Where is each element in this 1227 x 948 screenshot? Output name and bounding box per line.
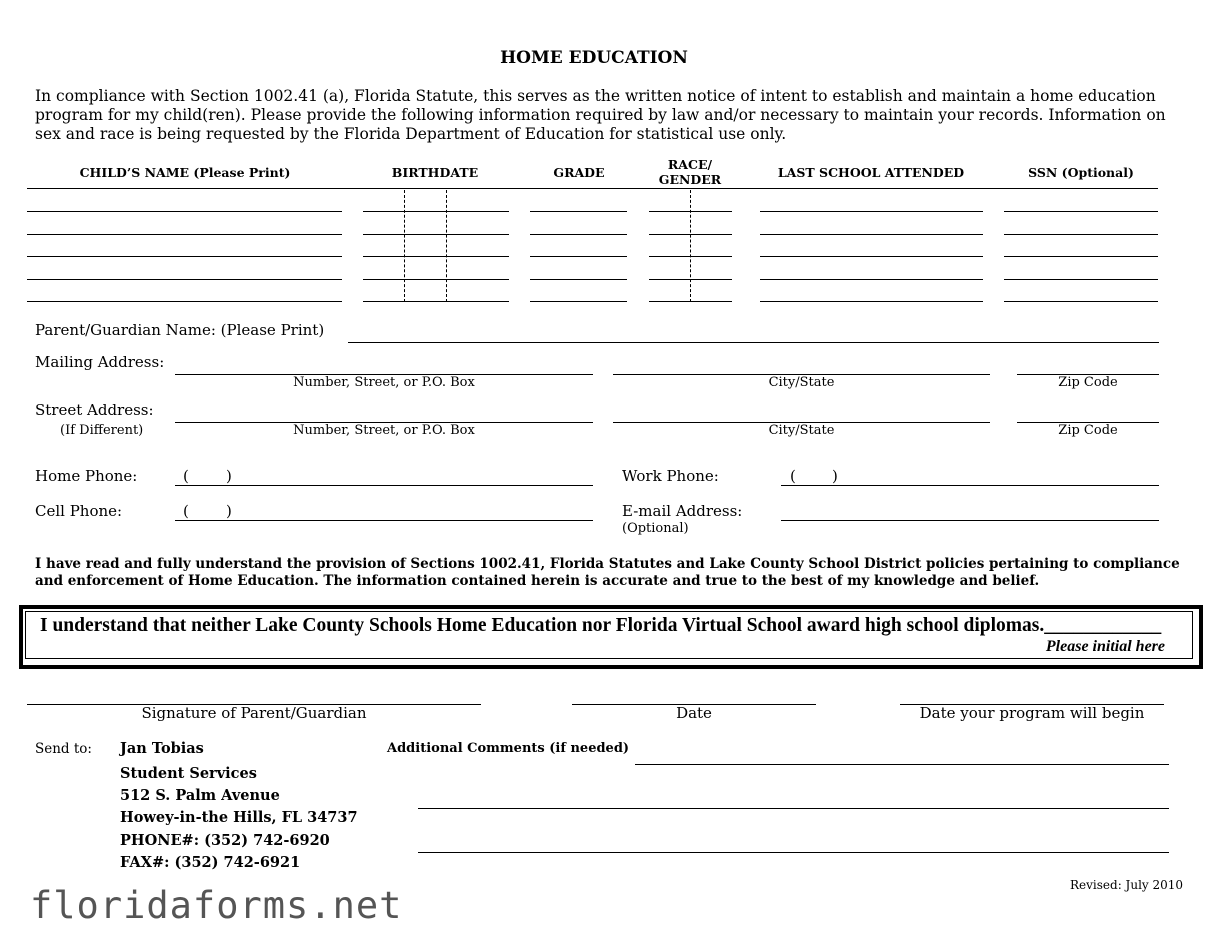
col-last-school: LAST SCHOOL ATTENDED [777, 165, 965, 180]
row-4-child-name-field[interactable] [27, 279, 342, 280]
row-1-birthdate-field[interactable] [363, 211, 509, 212]
email-field[interactable] [781, 520, 1159, 521]
home-phone-paren-open: ( [183, 467, 189, 485]
comments-line-3[interactable] [418, 852, 1169, 853]
street-address-label: Street Address: [35, 401, 154, 419]
send-to-department: Student Services [120, 765, 257, 782]
birthdate-divider-1 [404, 190, 405, 302]
col-gender-label: GENDER [658, 172, 722, 187]
send-to-name: Jan Tobias [120, 740, 204, 757]
street-zip-sub: Zip Code [1058, 423, 1118, 438]
mailing-address-label: Mailing Address: [35, 353, 165, 371]
signature-date-label: Date [676, 704, 712, 722]
col-race-gender [645, 157, 735, 187]
home-phone-field[interactable] [175, 485, 593, 486]
col-grade: GRADE [553, 165, 605, 180]
cell-phone-label: Cell Phone: [35, 502, 123, 520]
row-4-last-school-field[interactable] [760, 279, 983, 280]
program-begin-label: Date your program will begin [919, 704, 1145, 722]
work-phone-label: Work Phone: [622, 467, 719, 485]
race-gender-divider [690, 190, 691, 302]
mailing-city-sub: City/State [768, 375, 835, 390]
col-birthdate: BIRTHDATE [391, 165, 479, 180]
cell-phone-paren-open: ( [183, 502, 189, 520]
intro-paragraph: In compliance with Section 1002.41 (a), Florida Statute, this serves as the written notice of intent to establish and maintain a home education program for my child(ren). Please provide the following information required by law and/or necessary to maintain your records. Information on sex and race is being requested by the Florida Department of Education for statistical use only. [35, 87, 1166, 143]
parent-signature-label: Signature of Parent/Guardian [141, 704, 367, 722]
row-2-child-name-field[interactable] [27, 234, 342, 235]
diploma-statement: I understand that neither Lake County Schools Home Education nor Florida Virtual School award high school diplomas.____________ [40, 615, 1162, 636]
col-child-name: CHILD’S NAME (Please Print) [79, 165, 291, 180]
street-if-different: (If Different) [60, 423, 144, 438]
row-3-birthdate-field[interactable] [363, 256, 509, 257]
row-3-ssn-field[interactable] [1004, 256, 1158, 257]
initial-here-label: Please initial here [1045, 638, 1165, 655]
col-ssn: SSN (Optional) [1028, 165, 1134, 180]
col-race-label: RACE/ [667, 157, 713, 172]
send-to-fax: FAX#: (352) 742-6921 [120, 854, 301, 871]
row-1-last-school-field[interactable] [760, 211, 983, 212]
row-3-child-name-field[interactable] [27, 256, 342, 257]
table-header-rule [27, 188, 1158, 189]
comments-line-2[interactable] [418, 808, 1169, 809]
parent-name-field[interactable] [348, 342, 1159, 343]
parent-name-label: Parent/Guardian Name: (Please Print) [35, 321, 325, 339]
cell-phone-field[interactable] [175, 520, 593, 521]
mailing-zip-sub: Zip Code [1058, 375, 1118, 390]
row-5-ssn-field[interactable] [1004, 301, 1158, 302]
row-5-grade-field[interactable] [530, 301, 627, 302]
mailing-street-sub: Number, Street, or P.O. Box [293, 375, 475, 390]
send-to-city: Howey-in-the Hills, FL 34737 [120, 809, 358, 826]
row-2-grade-field[interactable] [530, 234, 627, 235]
row-2-last-school-field[interactable] [760, 234, 983, 235]
acknowledgement-statement: I have read and fully understand the provision of Sections 1002.41, Florida Statutes and Lake County School District policies pertaining to compliance and enforcement of Home Education. The information contained herein is accurate and true to the best of my knowledge and belief. [35, 556, 1180, 589]
street-street-sub: Number, Street, or P.O. Box [293, 423, 475, 438]
row-4-ssn-field[interactable] [1004, 279, 1158, 280]
row-1-grade-field[interactable] [530, 211, 627, 212]
comments-label: Additional Comments (if needed) [387, 741, 630, 756]
send-to-phone: PHONE#: (352) 742-6920 [120, 832, 330, 849]
cell-phone-paren-close: ) [226, 502, 232, 520]
send-to-label: Send to: [35, 741, 92, 757]
row-5-child-name-field[interactable] [27, 301, 342, 302]
street-city-sub: City/State [768, 423, 835, 438]
email-optional: (Optional) [622, 521, 689, 536]
row-1-ssn-field[interactable] [1004, 211, 1158, 212]
email-label: E-mail Address: [622, 502, 743, 520]
row-4-grade-field[interactable] [530, 279, 627, 280]
home-phone-paren-close: ) [226, 467, 232, 485]
send-to-street: 512 S. Palm Avenue [120, 787, 280, 804]
comments-line-1[interactable] [635, 764, 1169, 765]
row-4-birthdate-field[interactable] [363, 279, 509, 280]
watermark: floridaforms.net [30, 884, 403, 927]
birthdate-divider-2 [446, 190, 447, 302]
row-2-ssn-field[interactable] [1004, 234, 1158, 235]
page-title: HOME EDUCATION [500, 48, 688, 68]
row-5-birthdate-field[interactable] [363, 301, 509, 302]
home-phone-label: Home Phone: [35, 467, 138, 485]
row-3-grade-field[interactable] [530, 256, 627, 257]
work-phone-field[interactable] [781, 485, 1159, 486]
row-3-last-school-field[interactable] [760, 256, 983, 257]
revised-date: Revised: July 2010 [1070, 878, 1184, 892]
work-phone-paren-close: ) [832, 467, 838, 485]
row-5-last-school-field[interactable] [760, 301, 983, 302]
work-phone-paren-open: ( [790, 467, 796, 485]
row-2-birthdate-field[interactable] [363, 234, 509, 235]
row-1-child-name-field[interactable] [27, 211, 342, 212]
